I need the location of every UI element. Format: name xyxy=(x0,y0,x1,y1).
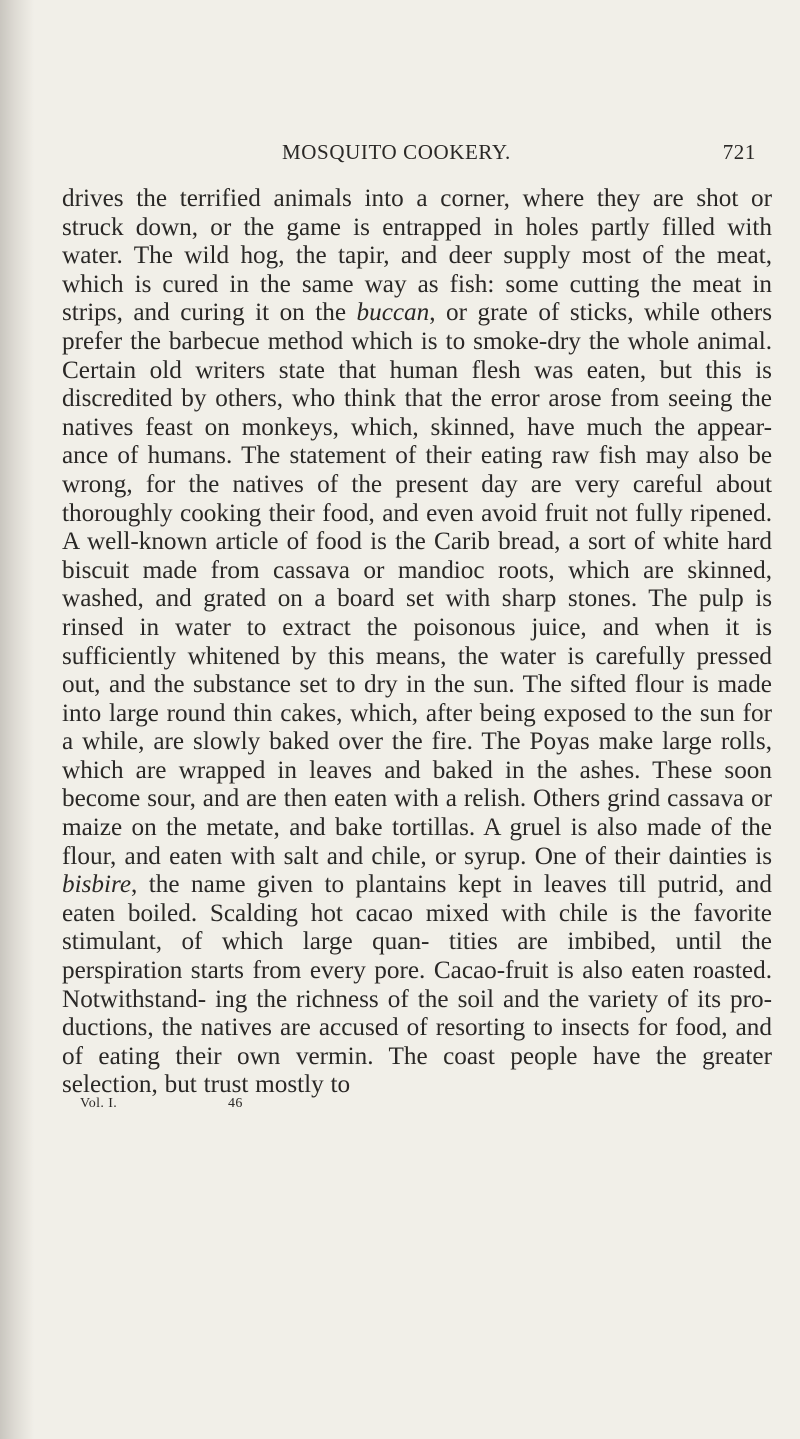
text-segment-1: drives the terrified animals into a corner, where they are shot or struck down, or the game is entrapped in holes partly filled with water. The wild hog, the tapir, and deer supply most of the meat, which is cured in the same way as fish: some cutting the meat in strips, and curing it on the xyxy=(62,185,772,327)
page-number: 721 xyxy=(722,140,756,164)
signature-mark: 46 xyxy=(228,1096,243,1111)
running-head xyxy=(62,140,772,170)
book-page xyxy=(62,140,772,1112)
running-title: MOSQUITO COOKERY. xyxy=(282,140,511,164)
italic-term-bisbire: bisbire xyxy=(62,871,132,899)
text-segment-3: , the name given to plantains kept in leaves till putrid, and eaten boiled. Scalding hot cacao mixed with chile is the favorite stimulant, of which large quan- tities are imbibed, until the perspiration starts from every pore. Cacao-fruit is also eaten roasted. Notwithstand- ing the richness of the soil and the variety of its pro- ductions, the natives are accused of resorting to insects for food, and of eating their own vermin. The coast people have the greater selection, but trust mostly to xyxy=(62,871,772,1099)
italic-term-buccan: buccan xyxy=(356,299,430,327)
volume-label: Vol. I. xyxy=(80,1096,118,1111)
binding-shadow xyxy=(0,0,34,1439)
body-paragraph xyxy=(62,185,772,1100)
text-segment-2: , or grate of sticks, while others prefer the barbecue method which is to smoke-dry the whole animal. Certain old writers state that human flesh was eaten, but this is discredited by others, who think that the error arose from seeing the natives feast on monkeys, which, skinned, have much the appear- ance of humans. The statement of their eating raw fish may also be wrong, for the natives of the present day are very careful about thoroughly cooking their food, and even avoid fruit not fully ripened. A well-known article of food is the Carib bread, a sort of white hard biscuit made from cassava or mandioc roots, which are skinned, washed, and grated on a board set with sharp stones. The pulp is rinsed in water to extract the poisonous juice, and when it is sufficiently whitened by this means, the water is carefully pressed out, and the substance set to dry in the sun. The sifted flour is made into large round thin cakes, which, after being exposed to the sun for a while, are slowly baked over the fire. The Poyas make large rolls, which are wrapped in leaves and baked in the ashes. These soon become sour, and are then eaten with a relish. Others grind cassava or maize on the metate, and bake tortillas. A gruel is also made of the flour, and eaten with salt and chile, or syrup. One of their dainties is xyxy=(62,299,772,870)
signature-line xyxy=(62,1096,772,1112)
